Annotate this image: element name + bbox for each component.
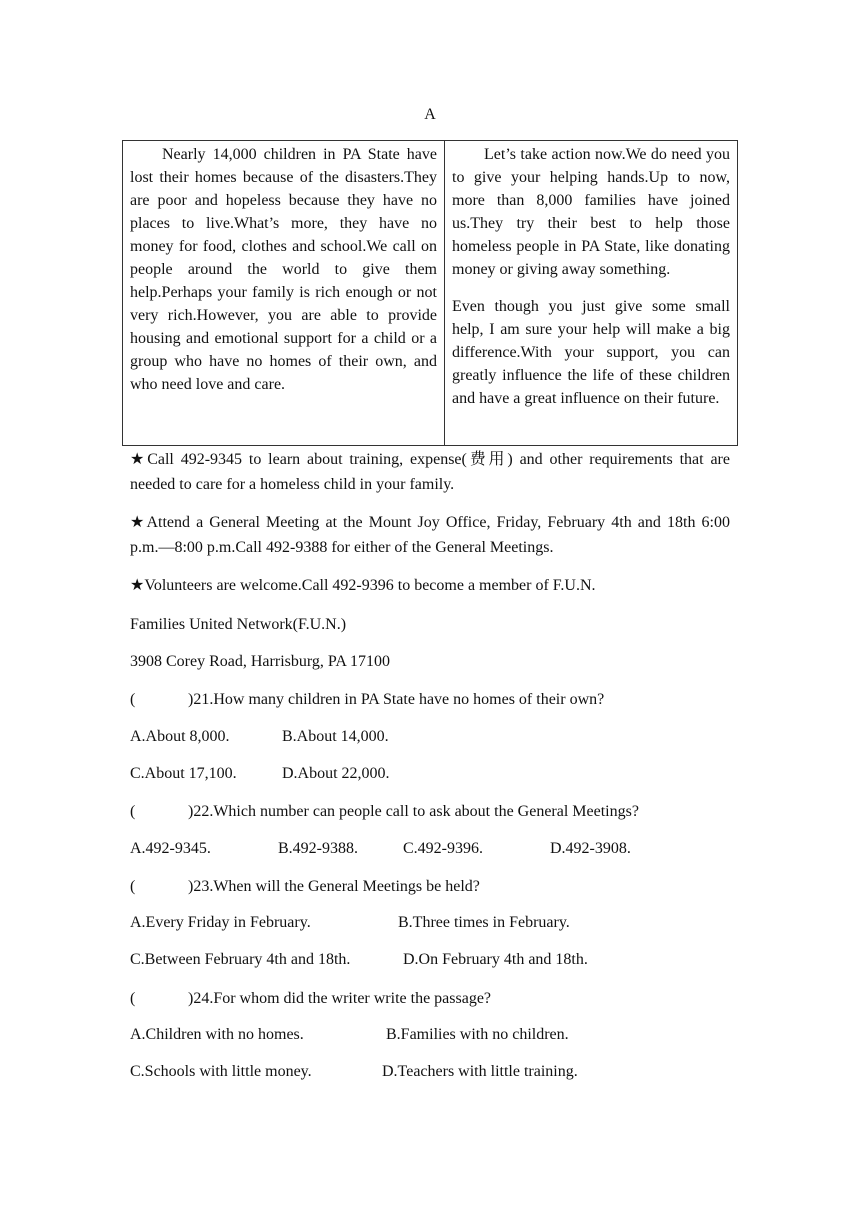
answer-blank: ( (130, 990, 136, 1007)
question-text: )22.Which number can people call to ask about the General Meetings? (188, 803, 639, 820)
option-b: B.About 14,000. (282, 728, 389, 745)
passage-left-cell (123, 141, 445, 446)
question-text: )23.When will the General Meetings be held? (188, 878, 480, 895)
option-a: A.Every Friday in February. (130, 914, 311, 931)
notice-meeting: ★Attend a General Meeting at the Mount Joy Office, Friday, February 4th and 18th 6:00 p.m.—8:00 p.m.Call 492-9388 for either of the General Meetings. (130, 514, 730, 556)
question-23 (130, 874, 730, 899)
option-d: D.492-3908. (550, 840, 631, 857)
question-22 (130, 799, 730, 824)
option-d: D.On February 4th and 18th. (403, 951, 588, 968)
section-heading: A (424, 106, 436, 123)
passage-left-paragraph: Nearly 14,000 children in PA State have lost their homes because of the disasters.They are poor and hopeless because they have no places to live.What’s more, they have no money for food, clothes and school.We call on people around the world to give them help.Perhaps your family is rich enough or not very rich.However, you are able to provide housing and emotional support for a child or a group who have no homes of their own, and who need love and care. (130, 146, 437, 393)
option-c: C.Schools with little money. (130, 1063, 312, 1080)
option-a: A.About 8,000. (130, 728, 230, 745)
question-24 (130, 986, 730, 1011)
option-a: A.492-9345. (130, 840, 211, 857)
answer-blank: ( (130, 878, 136, 895)
option-c: C.Between February 4th and 18th. (130, 951, 351, 968)
question-text: )21.How many children in PA State have no homes of their own? (188, 691, 605, 708)
option-c: C.492-9396. (403, 840, 483, 857)
passage-right-paragraph-1: Let’s take action now.We do need you to give your helping hands.Up to now, more than 8,000 families have joined us.They try their best to help those homeless people in PA State, like donating money or giving away something. (452, 146, 730, 278)
passage-right-paragraph-2: Even though you just give some small help, I am sure your help will make a big difference.With your support, you can greatly influence the life of these children and have a great influence on their future. (452, 298, 730, 407)
question-21 (130, 687, 730, 712)
option-a: A.Children with no homes. (130, 1026, 304, 1043)
notice-training: ★Call 492-9345 to learn about training, expense(费用) and other requirements that are needed to care for a homeless child in your family. (130, 451, 730, 493)
org-name: Families United Network(F.U.N.) (130, 616, 347, 633)
option-b: B.492-9388. (278, 840, 358, 857)
answer-blank: ( (130, 691, 136, 708)
notice-volunteers: ★Volunteers are welcome.Call 492-9396 to become a member of F.U.N. (130, 577, 596, 594)
answer-blank: ( (130, 803, 136, 820)
option-d: D.Teachers with little training. (382, 1063, 578, 1080)
option-c: C.About 17,100. (130, 765, 237, 782)
org-address: 3908 Corey Road, Harrisburg, PA 17100 (130, 653, 390, 670)
passage-right-cell (445, 141, 738, 446)
option-d: D.About 22,000. (282, 765, 390, 782)
option-b: B.Families with no children. (386, 1026, 569, 1043)
passage-table (122, 140, 738, 446)
option-b: B.Three times in February. (398, 914, 570, 931)
question-text: )24.For whom did the writer write the passage? (188, 990, 492, 1007)
